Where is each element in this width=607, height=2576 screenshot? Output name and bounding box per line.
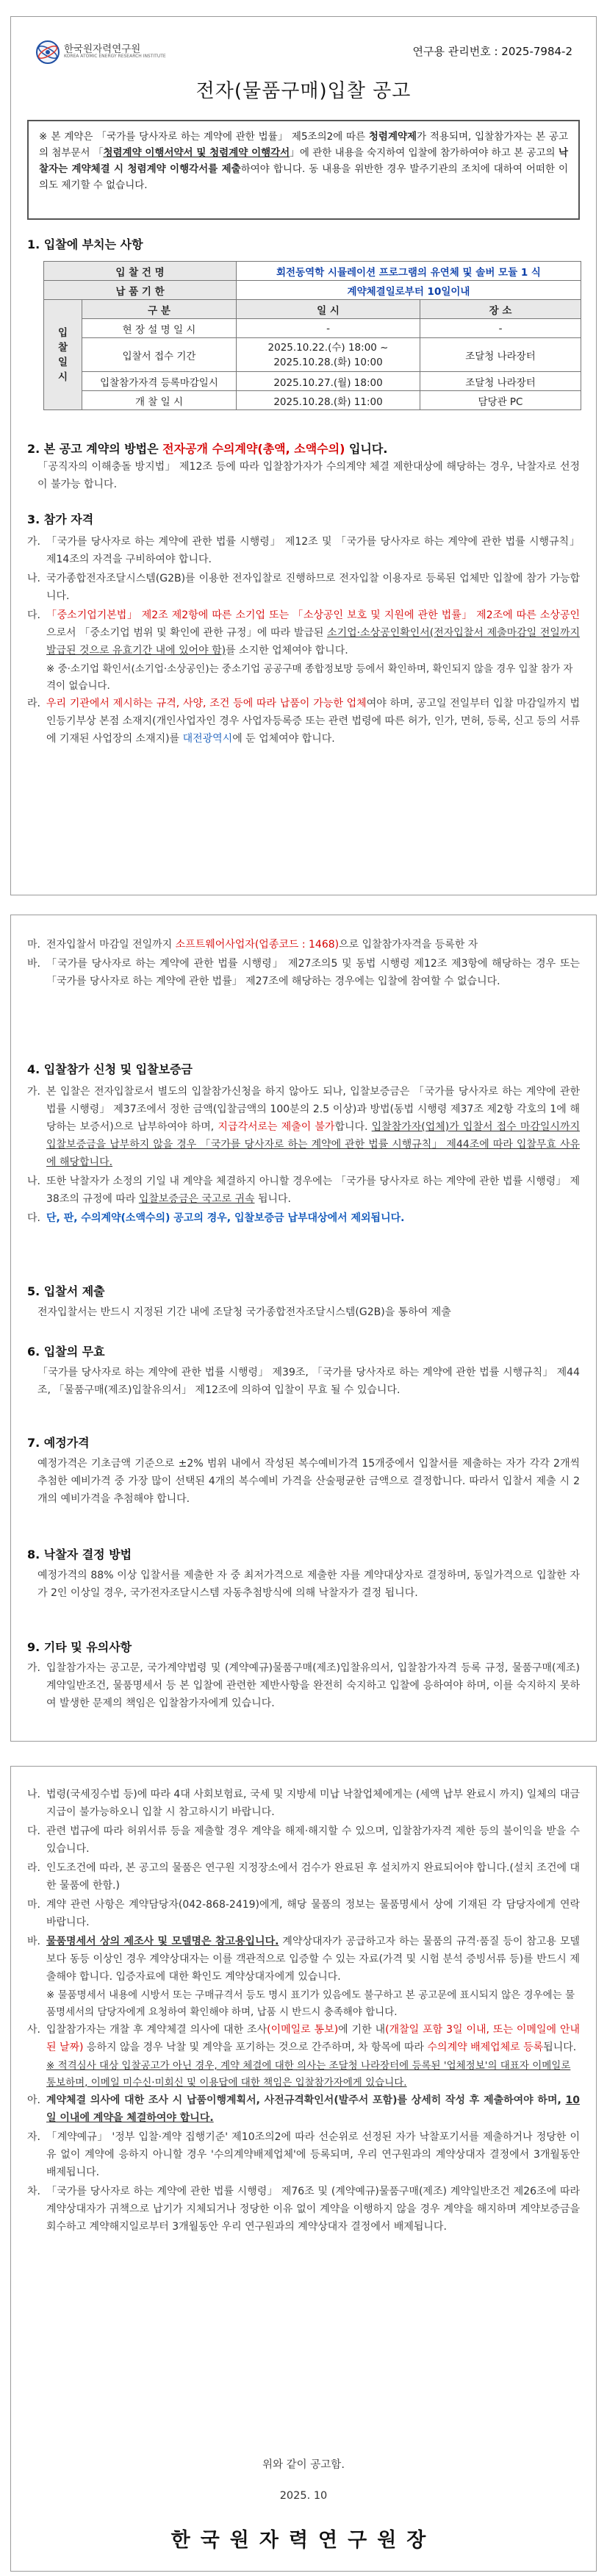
item-text-red: 「중소기업기본법」 제2조 제2항에 따른 소기업 또는 「소상공인 보호 및 지원에 관한 법률」 제2조에 따른 소상공인	[46, 609, 580, 621]
item-text: 계약상대자가 공급하고자 하는 물품의 규격·품질 등이 참고용 모델보다 동등 이상인 경우 계약상대자는 이를 객관적으로 입증할 수 있는 자료(가격 및 시험 분석 증빙서류 등)를 반드시 제출해야 합니다. 입증자료에 대한 확인도 계약상대자에게 있습니다.	[46, 1936, 580, 1983]
item-text: 국가종합전자조달시스템(G2B)를 이용한 전자입찰로 진행하므로 전자입찰 이용자로 등록된 업체만 입찰에 참가 가능합니다.	[46, 573, 580, 602]
deadline-value: 계약체결일로부터 10일이내	[237, 281, 581, 300]
section-9-note-ba: ※ 물품명세서 내용에 시방서 또는 구매규격서 등도 명시 표기가 있음에도 불구하고 본 공고문에 표시되지 않은 경우에는 물품명세서의 담당자에게 요청하여 확인해야 하며, 납품 시 반드시 충족해야 합니다.	[46, 1989, 575, 2018]
section-9-item-ga: 가. 입찰참가자는 공고문, 국가계약법령 및 (계약예규)물품구매(제조)입찰유의서, 입찰참가자격 등록 규정, 물품구매(제조)계약일반조건, 물품명세서 등 본 입찰에 관련한 제반사항을 완전히 숙지하고 입찰에 응하여야 하며, 이를 숙지하지 못하여 발생한 문제의 책임은 입찰참가자에게 있습니다.	[27, 1659, 580, 1712]
item-text: 「계약예규」 '정부 입찰·계약 집행기준' 제10조의2에 따라 선순위로 선정된 자가 낙찰포기서를 제출하거나 정당한 이유 없이 계약에 응하지 아니할 경우 '수의계약배제업체'에 등록되며, 우리 연구원과의 계약상대자 결정에서 3개월동안 배제됩니다.	[46, 2131, 580, 2178]
closing-date: 2025. 10	[279, 2490, 328, 2502]
document-page-2	[10, 915, 597, 1742]
schedule-row-datetime: 2025.10.22.(수) 18:00 ~ 2025.10.28.(화) 10:00	[237, 338, 420, 372]
section-2-title-a: 2. 본 공고 계약의 방법은	[27, 442, 163, 456]
item-text: 「국가를 당사자로 하는 계약에 관한 법률 시행령」 제12조 및 「국가를 당사자로 하는 계약에 관한 법률 시행규칙」 제14조의 자격을 구비하여야 합니다.	[46, 536, 580, 565]
page-title: 전자(물품구매)입찰 공고	[195, 80, 412, 102]
section-3-item-ba: 바. 「국가를 당사자로 하는 계약에 관한 법률 시행령」 제27조의5 및 동법 시행령 제12조 제3항에 해당하는 경우 또는 「국가를 당사자로 하는 계약에 관한 법률」 제27조에 해당하는 경우에는 입찰에 참여할 수 없습니다.	[27, 955, 580, 990]
item-text-underline: 입찰보증금은 국고로 귀속	[138, 1193, 255, 1205]
org-logo	[35, 37, 166, 67]
schedule-row-place: 조달청 나라장터	[420, 338, 581, 372]
schedule-label-text: 입찰일시	[57, 326, 68, 383]
section-3-item-ra: 라. 우리 기관에서 제시하는 규격, 사양, 조건 등에 따라 납품이 가능한 업체여야 하며, 공고일 전일부터 입찰 마감일까지 법인등기부상 본점 소재지(개인사업자인 경우 사업자등록증 또는 관련 법령에 따른 허가, 인가, 면허, 등록, 신고 등의 서류에 기재된 사업장의 소재지)를 대전광역시에 둔 업체여야 합니다.	[27, 698, 581, 745]
section-5	[27, 1283, 580, 1321]
section-6-body: 「국가를 당사자로 하는 계약에 관한 법률 시행령」 제39조, 「국가를 당사자로 하는 계약에 관한 법률 시행규칙」 제44조, 「물품구매(제조)입찰유의서」 제12조에 의하여 입찰이 무효 될 수 있습니다.	[37, 1367, 580, 1396]
notice-text: 가 적용되며, 입찰참가자는 본 공고의 첨부문서 「	[39, 131, 568, 159]
schedule-row-division: 현 장 설 명 일 시	[82, 319, 237, 338]
section-9-title: 9. 기타 및 유의사항	[27, 1640, 132, 1654]
section-9-item-a: 아. 계약체결 의사에 대한 조사 시 납품이행계획서, 사전규격확인서(발주서 포함)를 상세히 작성 후 제출하여야 하며, 10일 이내에 계약을 체결하여야 합니다.	[27, 2094, 580, 2124]
section-2-title-red: 전자공개 수의계약(총액, 소액수의)	[162, 442, 345, 456]
notice-bold: 청렴계약제	[368, 131, 417, 143]
item-text: 입찰참가자는 개찰 후 계약체결 의사에 대한 조사	[46, 2024, 267, 2036]
section-1-title: 1. 입찰에 부치는 사항	[27, 237, 143, 251]
org-name-en: KOREA ATOMIC ENERGY RESEARCH INSTITUTE	[64, 54, 166, 59]
notice-text: 」에 관한 내용을 숙지하여 입찰에 참가하여야 하고 본 공고의	[290, 147, 558, 159]
document-page-3	[10, 1766, 597, 2572]
section-8	[27, 1546, 580, 1602]
issuing-agency: 한국원자력연구원장	[170, 2529, 437, 2552]
notice-text: ※ 본 계약은 「국가를 당사자로 하는 계약에 관한 법률」 제5조의2에 따른	[39, 131, 369, 143]
section-9-item-ba: 바. 물품명세서 상의 제조사 및 모델명은 참고용입니다. 계약상대자가 공급하고자 하는 물품의 규격·품질 등이 참고용 모델보다 동등 이상인 경우 계약상대자는 이를 객관적으로 입증할 수 있는 자료(가격 및 시험 분석 증빙서류 등)를 반드시 제출해야 합니다. 입증자료에 대한 확인도 계약상대자에게 있습니다.	[27, 1936, 580, 1983]
item-text: 또한 낙찰자가 소정의 기일 내 계약을 체결하지 아니할 경우에는 「국가를 당사자로 하는 계약에 관한 법률 시행령」 제38조의 규정에 따라	[46, 1176, 580, 1205]
section-9-item-ra: 라. 인도조건에 따라, 본 공고의 물품은 연구원 지정장소에서 검수가 완료된 후 설치까지 완료되어야 합니다.(설치 조건에 대한 물품에 한함.)	[27, 1859, 580, 1895]
section-3-title: 3. 참가 자격	[27, 512, 94, 526]
org-name: 한국원자력연구원	[64, 43, 141, 55]
section-8-title: 8. 낙찰자 결정 방법	[27, 1548, 132, 1561]
item-text: 「국가를 당사자로 하는 계약에 관한 법률 시행령」 제76조 및 (계약예규)물품구매(제조) 계약일반조건 제26조에 따라 계약상대자가 귀책으로 납기가 지체되거나 정당한 이유 없이 계약을 이행하지 않을 경우 계약을 해지하며 계약보증금을 회수하고 계약해지일로부터 3개월동안 우리 연구원과의 계약상대자 결정에서 배제됩니다.	[46, 2186, 580, 2233]
item-text: 에 둔 업체여야 합니다.	[232, 733, 335, 745]
section-6	[27, 1343, 580, 1399]
section-4-title: 4. 입찰참가 신청 및 입찰보증금	[27, 1062, 193, 1076]
schedule-label	[44, 300, 82, 410]
section-5-body: 전자입찰서는 반드시 지정된 기간 내에 조달청 국가종합전자조달시스템(G2B)을 통하여 제출	[37, 1306, 451, 1318]
section-3-continued	[27, 936, 580, 992]
section-7	[27, 1434, 580, 1508]
section-9-note-sa: ※ 적격심사 대상 입찰공고가 아닌 경우, 계약 체결에 대한 의사는 조달청 나라장터에 등록된 '업체정보'의 대표자 이메일로 통보하며, 이메일 미수신·미회신 및 이용답에 대한 책임은 입찰참가자에게 있습니다.	[46, 2060, 571, 2089]
item-text-blue: 대전광역시	[182, 733, 233, 745]
section-1	[27, 236, 580, 254]
schedule-row-place: 조달청 나라장터	[420, 372, 581, 391]
schedule-row-datetime: 2025.10.28.(화) 11:00	[237, 391, 420, 410]
schedule-row-division: 입찰참가자격 등록마감일시	[82, 372, 237, 391]
item-text: 인도조건에 따라, 본 공고의 물품은 연구원 지정장소에서 검수가 완료된 후 설치까지 완료되어야 합니다.(설치 조건에 대한 물품에 한함.)	[46, 1862, 580, 1892]
section-9-item-cha: 차. 「국가를 당사자로 하는 계약에 관한 법률 시행령」 제76조 및 (계약예규)물품구매(제조) 계약일반조건 제26조에 따라 계약상대자가 귀책으로 납기가 지체되거나 정당한 이유 없이 계약을 이행하지 않을 경우 계약을 해지하며 계약보증금을 회수하고 계약해지일로부터 3개월동안 우리 연구원과의 계약상대자 결정에서 배제됩니다.	[27, 2183, 580, 2236]
section-4-item-na: 나. 또한 낙찰자가 소정의 기일 내 계약을 체결하지 아니할 경우에는 「국가를 당사자로 하는 계약에 관한 법률 시행령」 제38조의 규정에 따라 입찰보증금은 국고로 귀속 됩니다.	[27, 1176, 580, 1205]
item-text-underline: 입찰참가자(업체)가 입찰서 접수 마감일시까지 입찰보증금을 납부하지 않을 경우 「국가를 당사자로 하는 계약에 관한 법률 시행규칙」 제44조에 따라 입찰무효 사유에 해당합니다.	[46, 1121, 580, 1168]
notice-bold-underline: 청렴계약 이행서약서 및 청렴계약 이행각서	[103, 147, 290, 159]
item-text: 됩니다.	[254, 1193, 291, 1205]
kaeri-logo-icon	[35, 39, 61, 65]
col-division: 구 분	[82, 300, 237, 319]
section-2-title	[27, 440, 580, 458]
section-4-item-ga: 가. 본 입찰은 전자입찰로서 별도의 입찰참가신청을 하지 않아도 되나, 입찰보증금은 「국가를 당사자로 하는 계약에 관한 법률 시행령」 제37조에서 정한 금액(입찰금액의 100분의 2.5 이상)과 방법(동법 시행령 제37조 제2항 각호의 1에 해당하는 보증서)으로 납부하여야 하며, 지급각서로는 제출이 불가합니다. 입찰참가자(업체)가 입찰서 접수 마감일시까지 입찰보증금을 납부하지 않을 경우 「국가를 당사자로 하는 계약에 관한 법률 시행규칙」 제44조에 따라 입찰무효 사유에 해당합니다.	[27, 1086, 580, 1168]
section-2	[27, 440, 580, 493]
section-3-item-ma: 마. 전자입찰서 마감일 전일까지 소프트웨어사업자(업종코드 : 1468)으로 입찰참가자격을 등록한 자	[27, 939, 478, 951]
deadline-label: 납 품 기 한	[44, 281, 237, 300]
item-text: 으로 입찰참가자격을 등록한 자	[339, 939, 478, 951]
item-text-red: 수의계약 배제업체로 등록	[427, 2042, 544, 2053]
schedule-row-datetime: -	[237, 319, 420, 338]
item-text: 에 기한 내	[338, 2024, 386, 2036]
item-text: 됩니다.	[543, 2042, 577, 2053]
item-text: 으로서 「중소기업 범위 및 확인에 관한 규정」에 따라 발급된	[46, 627, 328, 639]
section-9-item-da: 다. 관련 법규에 따라 허위서류 등을 제출할 경우 계약을 해제·해지할 수 있으며, 입찰참가자격 제한 등의 불이익을 받을 수 있습니다.	[27, 1822, 580, 1858]
bid-info-table	[43, 261, 581, 410]
notice-text: 하여야 합니다. 동 내용을 위반한 경우 발주기관의 조치에 대하여 어떠한 이의도 제기할 수 없습니다.	[39, 163, 569, 191]
item-text-bold: 계약체결 의사에 대한 조사 시 납품이행계획서, 사전규격확인서(발주서 포함)를 상세히 작성 후 제출하여야 하며,	[46, 2094, 566, 2106]
item-text: 본 입찰은 전자입찰로서 별도의 입찰참가신청을 하지 않아도 되나, 입찰보증금은 「국가를 당사자로 하는 계약에 관한 법률 시행령」 제37조에서 정한 금액(입찰금액의 100분의 2.5 이상)과 방법(동법 시행령 제37조 제2항 각호의 1에 해당하는 보증서)으로 납부하여야 하며,	[46, 1086, 580, 1133]
section-9-item-na: 나. 법령(국세징수법 등)에 따라 4대 사회보험료, 국세 및 지방세 미납 낙찰업체에게는 (세액 납부 완료시 까지) 일체의 대금지급이 불가능하오니 입찰 시 참고하시기 바랍니다.	[27, 1786, 580, 1821]
section-8-body: 예정가격의 88% 이상 입찰서를 제출한 자 중 최저가격으로 제출한 자를 계약대상자로 결정하며, 동일가격으로 입찰한 자가 2인 이상일 경우, 국가전자조달시스템 자동추첨방식에 의해 낙찰자가 결정 됩니다.	[37, 1570, 580, 1599]
bid-name-label: 입 찰 건 명	[44, 262, 237, 281]
schedule-row-division: 입찰서 접수 기간	[82, 338, 237, 372]
item-text: 관련 법규에 따라 허위서류 등을 제출할 경우 계약을 해제·해지할 수 있으며, 입찰참가자격 제한 등의 불이익을 받을 수 있습니다.	[46, 1825, 580, 1855]
closing-line: 위와 같이 공고함.	[262, 2459, 345, 2471]
section-3	[27, 511, 580, 749]
item-text: 여야 하며, 공고일 전일부터 입찰 마감일까지 법인등기부상 본점 소재지(개인사업자인 경우 사업자등록증 또는 관련 법령에 따른 허가, 인가, 면허, 등록, 신고 등의 서류에 기재된 사업장의 소재지)를	[46, 698, 581, 745]
item-text-red: (이메일로 통보)	[267, 2024, 339, 2036]
schedule-row-division: 개 찰 일 시	[82, 391, 237, 410]
item-text: 「국가를 당사자로 하는 계약에 관한 법률 시행령」 제27조의5 및 동법 시행령 제12조 제3항에 해당하는 경우 또는 「국가를 당사자로 하는 계약에 관한 법률」 제27조에 해당하는 경우에는 입찰에 참여할 수 없습니다.	[46, 958, 580, 987]
section-3-item-na: 나. 국가종합전자조달시스템(G2B)를 이용한 전자입찰로 진행하므로 전자입찰 이용자로 등록된 업체만 입찰에 참가 가능합니다.	[27, 570, 580, 605]
section-3-note: ※ 중·소기업 확인서(소기업·소상공인)는 중소기업 공공구매 종합정보망 등에서 확인하며, 확인되지 않을 경우 입찰 참가 자격이 없습니다.	[46, 663, 573, 692]
item-text: 계약 관련 사항은 계약담당자(042-868-2419)에게, 해당 물품의 정보는 물품명세서 상에 기재된 각 담당자에게 연락 바랍니다.	[46, 1899, 580, 1928]
item-text-red: (개찰일 포함 3일 이내, 또는 이메일에 안내된 날짜)	[46, 2024, 580, 2053]
schedule-row-place: -	[420, 319, 581, 338]
section-7-title: 7. 예정가격	[27, 1436, 90, 1450]
section-6-title: 6. 입찰의 무효	[27, 1345, 105, 1359]
item-text: 응하지 않을 경우 낙찰 및 계약을 포기하는 것으로 간주하며, 차	[83, 2042, 371, 2053]
notice-bold: 낙찰자는 계약체결 시 청렴계약 이행각서를 제출	[39, 147, 568, 175]
section-2-body: 「공직자의 이해충돌 방지법」 제12조 등에 따라 입찰참가자가 수의계약 체결 제한대상에 해당하는 경우, 낙찰자로 선정이 불가능 합니다.	[37, 461, 580, 490]
section-9	[27, 1639, 580, 1714]
section-2-title-b: 입니다.	[345, 442, 388, 456]
item-text: 전자입찰서 마감일 전일까지	[46, 939, 176, 951]
item-text-red: 우리 기관에서 제시하는 규격, 사양, 조건 등에 따라 납품이 가능한 업체	[46, 698, 367, 709]
section-9-item-ma: 마. 계약 관련 사항은 계약담당자(042-868-2419)에게, 해당 물품의 정보는 물품명세서 상에 기재된 각 담당자에게 연락 바랍니다.	[27, 1896, 580, 1931]
item-text-underline: 소기업·소상공인확인서(전자입찰서 제출마감일 전일까지 발급된 것으로 유효기간 내에 있어야 함)	[46, 627, 580, 656]
col-datetime: 일 시	[237, 300, 420, 319]
item-text-blue: 단, 판, 수의계약(소액수의) 공고의 경우, 입찰보증금 납부대상에서 제외됩니다.	[46, 1212, 405, 1224]
item-text-underline: 물품명세서 상의 제조사 및 모델명은 참고용입니다.	[46, 1936, 279, 1947]
schedule-row-datetime: 2025.10.27.(월) 18:00	[237, 372, 420, 391]
section-9-item-sa: 사. 입찰참가자는 개찰 후 계약체결 의사에 대한 조사(이메일로 통보)에 기한 내(개찰일 포함 3일 이내, 또는 이메일에 안내된 날짜) 응하지 않을 경우 낙찰 및 계약을 포기하는 것으로 간주하며, 차 항목에 따라 수의계약 배제업체로 등록됩니다.	[27, 2024, 580, 2053]
item-text: 법령(국세징수법 등)에 따라 4대 사회보험료, 국세 및 지방세 미납 낙찰업체에게는 (세액 납부 완료시 까지) 일체의 대금지급이 불가능하오니 입찰 시 참고하시기 바랍니다.	[46, 1789, 580, 1818]
item-text-red: 소프트웨어사업자(업종코드 : 1468)	[175, 939, 340, 951]
bid-name-value: 회전동역학 시뮬레이션 프로그램의 유연체 및 솔버 모듈 1 식	[237, 262, 581, 281]
integrity-notice-box	[27, 120, 580, 220]
section-9-continued	[27, 1786, 580, 2237]
section-4	[27, 1061, 580, 1228]
section-4-item-da: 다. 단, 판, 수의계약(소액수의) 공고의 경우, 입찰보증금 납부대상에서 제외됩니다.	[27, 1209, 580, 1227]
document-page-1	[10, 16, 597, 895]
item-text-red: 지급각서로는 제출이 불가	[218, 1121, 335, 1133]
document-header	[35, 37, 572, 67]
item-text: 입찰참가자는 공고문, 국가계약법령 및 (계약예규)물품구매(제조)입찰유의서, 입찰참가자격 등록 규정, 물품구매(제조)계약일반조건, 물품명세서 등 본 입찰에 관련한 제반사항을 완전히 숙지하고 입찰에 응하여야 하며, 이를 숙지하지 못하여 발생한 문제의 책임은 입찰참가자에게 있습니다.	[46, 1662, 580, 1709]
section-9-item-ja: 자. 「계약예규」 '정부 입찰·계약 집행기준' 제10조의2에 따라 선순위로 선정된 자가 낙찰포기서를 제출하거나 정당한 이유 없이 계약에 응하지 아니할 경우 '수의계약배제업체'에 등록되며, 우리 연구원과의 계약상대자 결정에서 3개월동안 배제됩니다.	[27, 2128, 580, 2181]
section-7-body: 예정가격은 기초금액 기준으로 ±2% 범위 내에서 작성된 복수예비가격 15개중에서 입찰서를 제출하는 자가 각각 2개씩 추첨한 예비가격 중 가장 많이 선택된 4개의 복수예비 가격을 산술평균한 금액으로 결정합니다. 따라서 입찰서 제출 시 2개의 예비가격을 추첨해야 합니다.	[37, 1458, 580, 1505]
item-text: 항목에 따라	[371, 2042, 428, 2053]
item-text-underline: 10일 이내에 계약을 체결하여야 합니다.	[46, 2094, 580, 2124]
management-number: 연구용 관리번호 : 2025-7984-2	[412, 45, 572, 58]
section-3-item-da: 다. 「중소기업기본법」 제2조 제2항에 따른 소기업 또는 「소상공인 보호 및 지원에 관한 법률」 제2조에 따른 소상공인으로서 「중소기업 범위 및 확인에 관한 규정」에 따라 발급된 소기업·소상공인확인서(전자입찰서 제출마감일 전일까지 발급된 것으로 유효기간 내에 있어야 함)를 소지한 업체여야 합니다.	[27, 609, 580, 656]
col-place: 장 소	[420, 300, 581, 319]
section-3-item-ga: 가. 「국가를 당사자로 하는 계약에 관한 법률 시행령」 제12조 및 「국가를 당사자로 하는 계약에 관한 법률 시행규칙」 제14조의 자격을 구비하여야 합니다.	[27, 533, 580, 568]
section-5-title: 5. 입찰서 제출	[27, 1284, 105, 1298]
schedule-row-place: 담당관 PC	[420, 391, 581, 410]
item-text: 합니다.	[334, 1121, 372, 1133]
item-text: 를 소지한 업체여야 합니다.	[226, 645, 348, 656]
